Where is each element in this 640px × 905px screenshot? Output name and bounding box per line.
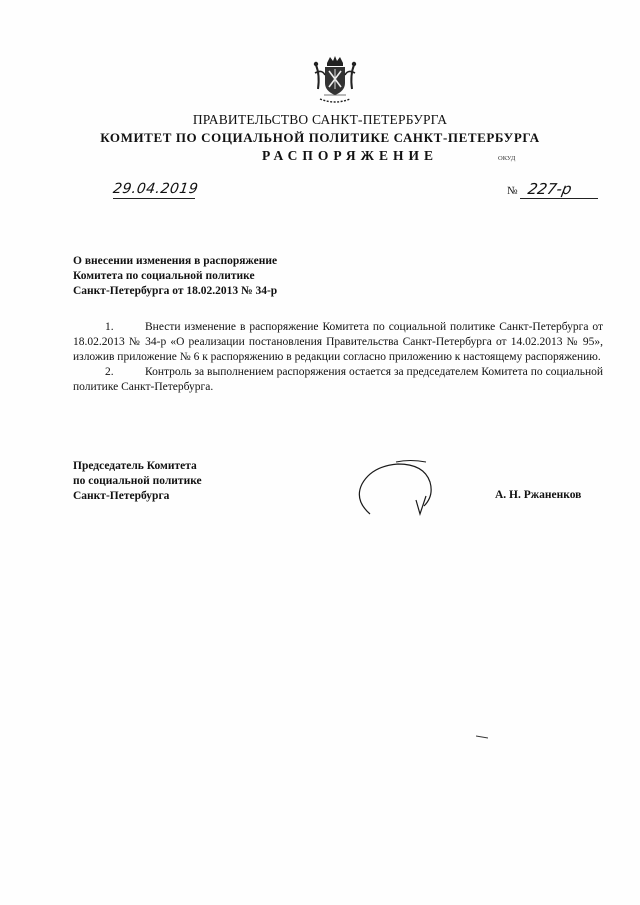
body-item [73, 320, 603, 365]
stray-mark-decoration [476, 735, 488, 739]
signer-name: А. Н. Ржаненков [495, 489, 582, 501]
subject-line: Комитета по социальной политике [73, 270, 255, 282]
okud-label: ОКУД [498, 155, 516, 162]
item-number: 1. [105, 321, 114, 333]
handwritten-signature [350, 456, 440, 526]
number-label: № [507, 185, 518, 197]
coat-of-arms-icon [310, 55, 360, 107]
committee-title: КОМИТЕТ ПО СОЦИАЛЬНОЙ ПОЛИТИКЕ САНКТ-ПЕТЕРБУРГА [100, 130, 540, 145]
body-item [73, 365, 603, 395]
subject-line: О внесении изменения в распоряжение [73, 255, 278, 267]
government-title: ПРАВИТЕЛЬСТВО САНКТ-ПЕТЕРБУРГА [192, 112, 448, 127]
document-type: РАСПОРЯЖЕНИЕ [261, 148, 439, 163]
signer-position-line: по социальной политике [73, 475, 202, 487]
document-body [73, 320, 603, 395]
signer-position-line: Санкт-Петербурга [73, 490, 170, 502]
date-field [111, 178, 200, 199]
document-subject [73, 254, 277, 299]
document-date: 29.04.2019 [111, 181, 200, 197]
signer-position [73, 459, 202, 504]
item-text: Внести изменение в распоряжение Комитета по социальной политике Санкт-Петербурга от 18.02.2013 № 34-р «О реализации постановления Правительства Санкт-Петербурга от 14.02.2013 № 95», изложив приложение № 6 к распоряжению в редакции согласно приложению к настоящему распоряжению. [73, 321, 603, 363]
item-text: Контроль за выполнением распоряжения остается за председателем Комитета по социальной политике Санкт-Петербурга. [73, 366, 603, 393]
number-field [520, 180, 598, 199]
signer-position-line: Председатель Комитета [73, 460, 197, 472]
item-number: 2. [105, 366, 114, 378]
document-number: 227-р [526, 180, 574, 198]
subject-line: Санкт-Петербурга от 18.02.2013 № 34-р [73, 285, 278, 297]
